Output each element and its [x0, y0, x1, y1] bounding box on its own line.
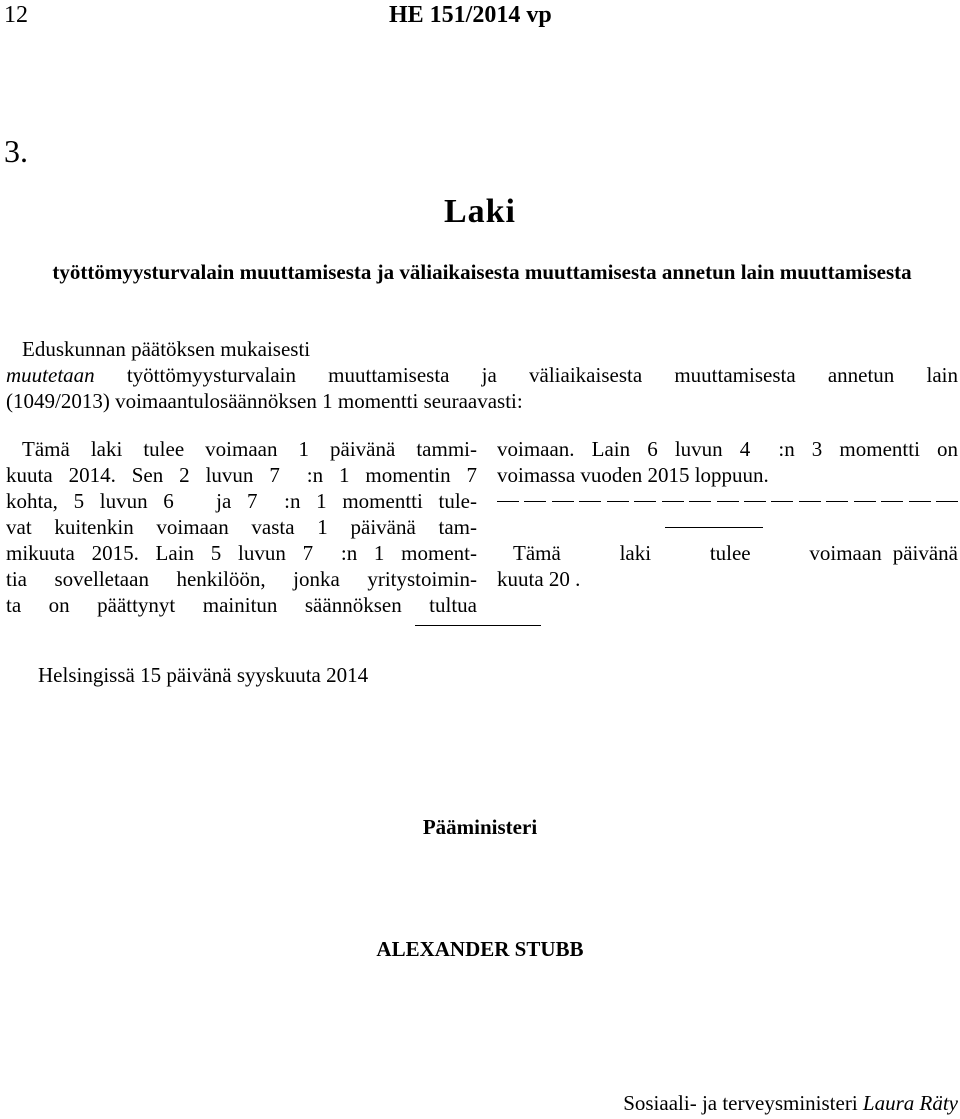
left-line-2b: :n 1 momentin 7: [306, 463, 477, 487]
intro-line-1: Eduskunnan päätöksen mukaisesti: [22, 337, 311, 361]
place-and-date: Helsingissä 15 päivänä syyskuuta 2014: [38, 663, 369, 687]
intro-line-2-text: työttömyysturvalain muuttamisesta ja väliaikaisesta muuttamisesta annetun lain: [94, 363, 958, 387]
left-line-1: Tämä laki tulee voimaan 1 päivänä tammi-: [22, 437, 477, 461]
intro-line-2: [6, 362, 958, 388]
right-line-3a: Tämä laki tulee voimaan: [513, 541, 882, 565]
law-subtitle: työttömyysturvalain muuttamisesta ja väliaikaisesta muuttamisesta annetun lain muuttamisesta: [52, 260, 912, 284]
intro-line-3: (1049/2013) voimaantulosäännöksen 1 momentti seuraavasti:: [6, 389, 523, 413]
left-line-3: [6, 488, 477, 514]
prime-minister-name: ALEXANDER STUBB: [376, 937, 584, 961]
omission-dashes: [497, 488, 958, 514]
right-line-3b: päivänä: [892, 541, 958, 565]
left-column: [6, 436, 477, 618]
right-line-4: kuuta 20 .: [497, 567, 581, 591]
document-id: HE 151/2014 vp: [389, 2, 552, 28]
left-line-3c: :n 1 momentti tule-: [284, 489, 478, 513]
left-line-2a: kuuta 2014. Sen 2 luvun 7: [6, 463, 296, 487]
intro-paragraph: [6, 336, 958, 414]
law-title: Laki: [443, 193, 517, 230]
right-line-1b: :n 3 momentti on: [778, 437, 958, 461]
left-line-5b: :n 1 moment-: [340, 541, 477, 565]
left-line-5: [6, 540, 477, 566]
dash-line: [497, 501, 958, 502]
right-line-1: [497, 436, 958, 462]
minister-name: Laura Räty: [862, 1091, 958, 1115]
left-line-3a: kohta, 5 luvun 6: [6, 489, 190, 513]
section-end-rule: [415, 625, 541, 626]
short-rule: [665, 527, 763, 528]
right-line-3: [497, 540, 958, 566]
left-line-3b: ja 7: [200, 489, 274, 513]
left-line-7: ta on päättynyt mainitun säännöksen tultua: [6, 593, 477, 617]
right-line-2: voimassa vuoden 2015 loppuun.: [497, 463, 769, 487]
minister-title: Sosiaali- ja terveysministeri: [623, 1091, 863, 1115]
prime-minister-title: Pääministeri: [422, 815, 538, 839]
minister-signature: [623, 1091, 958, 1116]
right-column: [497, 436, 958, 592]
omission-rule-row: [497, 514, 958, 540]
right-line-1a: voimaan. Lain 6 luvun 4: [497, 437, 768, 461]
left-line-2: [6, 462, 477, 488]
left-line-6: tia sovelletaan henkilöön, jonka yritystoimin-: [6, 567, 477, 591]
page-number: 12: [4, 2, 28, 28]
section-number: 3.: [4, 133, 28, 169]
left-line-4: vat kuitenkin voimaan vasta 1 päivänä tam-: [6, 515, 477, 539]
left-line-5a: mikuuta 2015. Lain 5 luvun 7: [6, 541, 330, 565]
intro-keyword: muutetaan: [6, 363, 95, 387]
